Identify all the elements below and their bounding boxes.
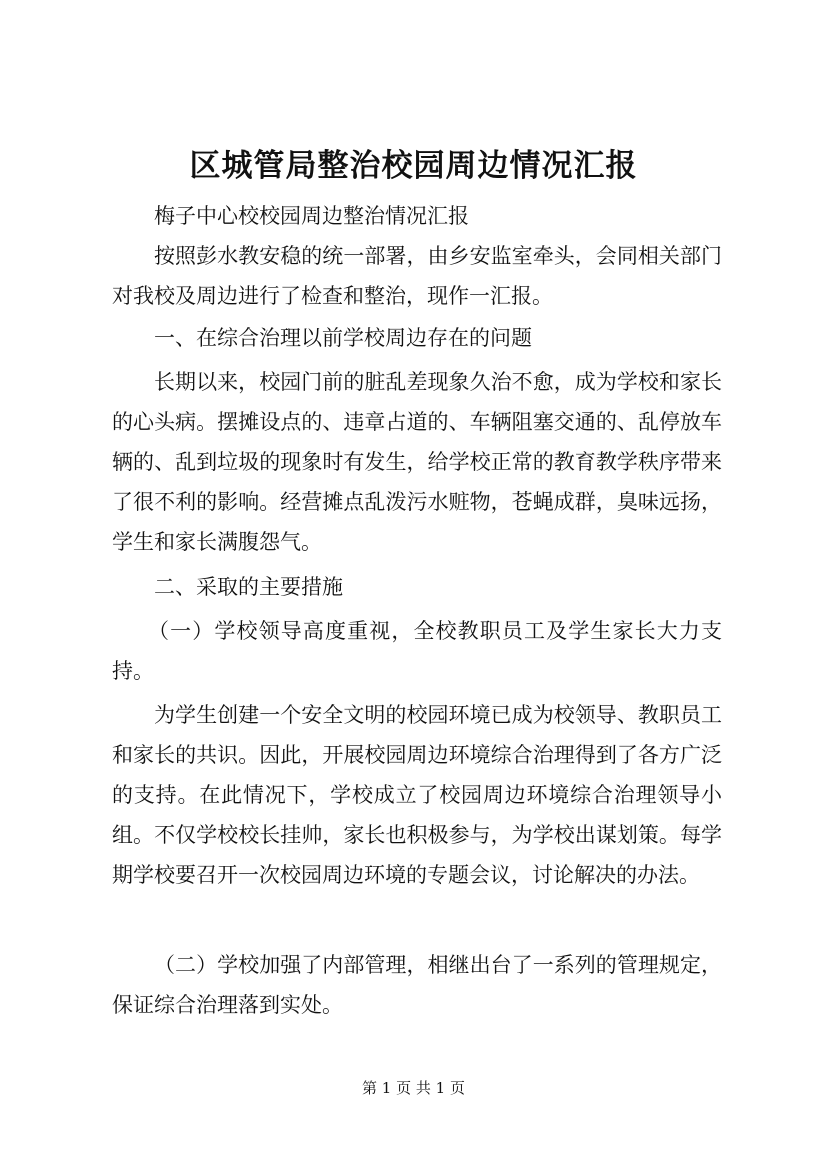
paragraph-subtitle: 梅子中心校校园周边整治情况汇报 <box>154 204 469 228</box>
subsection-heading-1: （一）学校领导高度重视，全校教职员工及学生家长大力支持。 <box>112 619 722 683</box>
paragraph-measures-1: 为学生创建一个安全文明的校园环境已成为校领导、教职员工和家长的共识。因此，开展校园周边环境综合治理得到了各方广泛的支持。在此情况下，学校成立了校园周边环境综合治理领导小组。不仅学校校长挂帅，家长也积极参与，为学校出谋划策。每学期学校要召开一次校园周边环境的专题会议，讨论解决的办法。 <box>112 703 722 887</box>
section-heading-measures: 二、采取的主要措施 <box>154 575 343 599</box>
section-heading-problems: 一、在综合治理以前学校周边存在的问题 <box>154 326 532 350</box>
subsection-heading-2: （二）学校加强了内部管理，相继出台了一系列的管理规定，保证综合治理落到实处。 <box>112 953 722 1017</box>
document-title: 区城管局整治校园周边情况汇报 <box>189 148 638 184</box>
page-footer: 第 1 页 共 1 页 <box>362 1079 465 1097</box>
paragraph-intro: 按照彭水教安稳的统一部署，由乡安监室牵头，会同相关部门对我校及周边进行了检查和整治，现作一汇报。 <box>112 244 722 308</box>
paragraph-problems: 长期以来，校园门前的脏乱差现象久治不愈，成为学校和家长的心头病。摆摊设点的、违章占道的、车辆阻塞交通的、乱停放车辆的、乱到垃圾的现象时有发生，给学校正常的教育教学秩序带来了很不利的影响。经营摊点乱泼污水赃物，苍蝇成群，臭味远扬，学生和家长满腹怨气。 <box>112 370 722 554</box>
